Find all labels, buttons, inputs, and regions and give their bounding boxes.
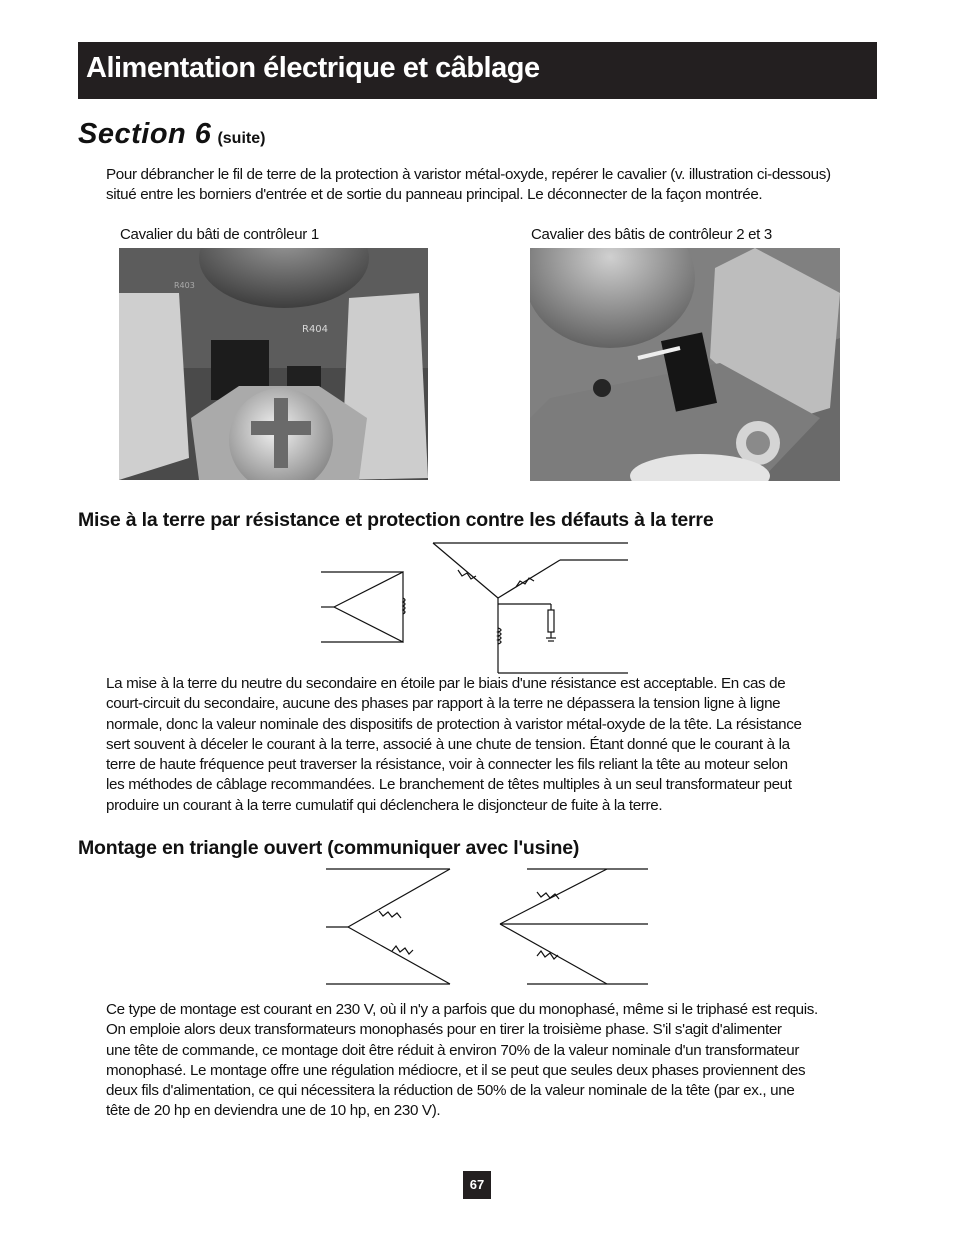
- board-label-r404: R404: [302, 324, 329, 335]
- grounding-heading: Mise à la terre par résistance et protection contre les défauts à la terre: [78, 509, 714, 531]
- text-line: court-circuit du secondaire, aucune des phases par rapport à la terre ne dépassera la tension ligne à ligne: [106, 695, 781, 713]
- open-delta-primary-lower: [348, 927, 450, 984]
- text-line: deux fils d'alimentation, ce qui nécessitera la réduction de 50% de la valeur nominale de la tête (par ex., une: [106, 1082, 795, 1100]
- secondary-coil-upper: [537, 892, 559, 899]
- page-number: 67: [463, 1171, 491, 1199]
- grounding-resistor: [548, 610, 554, 632]
- open-delta-secondary-upper: [500, 869, 607, 924]
- page-title: Alimentation électrique et câblage: [86, 52, 540, 84]
- open-delta-heading: Montage en triangle ouvert (communiquer avec l'usine): [78, 837, 580, 859]
- jumper-photo-chassis-1-art: [119, 248, 428, 480]
- text-line: une tête de commande, ce montage doit être réduit à environ 70% de la valeur nominale d'un transformateur: [106, 1041, 800, 1059]
- text-line: situé entre les borniers d'entrée et de sortie du panneau principal. Le déconnecter de la façon montrée.: [106, 186, 763, 204]
- text-line: les méthodes de câblage recommandées. Le branchement de têtes multiples à un seul transformateur peut: [106, 776, 792, 794]
- delta-winding: [334, 572, 403, 642]
- open-delta-paragraph: [106, 1000, 818, 1122]
- text-line: La mise à la terre du neutre du secondaire en étoile par le biais d'une résistance est acceptable. En cas de: [106, 675, 786, 692]
- text-line: produire un courant à la terre cumulatif qui déclenchera le disjoncteur de fuite à la terre.: [106, 796, 663, 814]
- section-title: Section 6: [78, 118, 212, 150]
- board-label-r403: R403: [174, 281, 195, 290]
- photo-caption-right: Cavalier des bâtis de contrôleur 2 et 3: [531, 226, 772, 243]
- section-suffix: (suite): [217, 130, 266, 147]
- text-line: Pour débrancher le fil de terre de la protection à varistor métal-oxyde, repérer le cavalier (v. illustration ci-dessous): [106, 166, 831, 183]
- photo-caption-left: Cavalier du bâti de contrôleur 1: [120, 226, 319, 243]
- jumper-photo-chassis-2-3: [530, 248, 840, 481]
- text-line: On emploie alors deux transformateurs monophasés pour en tirer la troisième phase. S'il s'agit d'alimenter: [106, 1021, 782, 1039]
- grounding-paragraph: [106, 674, 802, 816]
- text-line: normale, donc la valeur nominale des dispositifs de protection à varistor métal-oxyde de la tête. La résistance: [106, 715, 802, 733]
- jumper-photo-chassis-1: [119, 248, 428, 480]
- text-line: monophasé. Le montage offre une régulation médiocre, et il se peut que seules deux phases proviennent des: [106, 1061, 806, 1079]
- open-delta-primary-upper: [348, 869, 450, 927]
- text-line: tête de 20 hp en deviendra une de 10 hp, en 230 V).: [106, 1102, 441, 1120]
- open-delta-secondary-lower: [500, 924, 607, 984]
- resistance-grounding-diagram: [318, 540, 630, 680]
- header-bar: [78, 42, 877, 99]
- text-line: sert souvent à déceler le courant à la terre, associé à une chute de tension. Étant donné que le courant à la: [106, 735, 790, 753]
- open-delta-diagram: [322, 864, 652, 990]
- text-line: terre de haute fréquence peut traverser la résistance, voir à connecter les fils reliant la tête au moteur selon: [106, 756, 788, 774]
- text-line: Ce type de montage est courant en 230 V, où il n'y a parfois que du monophasé, même si le triphasé est requis.: [106, 1001, 818, 1018]
- wye-leg-left: [433, 543, 498, 598]
- intro-paragraph: [106, 165, 831, 206]
- primary-coil-upper: [379, 911, 401, 918]
- section-heading: [78, 118, 265, 151]
- jumper-photo-chassis-2-3-art: [530, 248, 840, 481]
